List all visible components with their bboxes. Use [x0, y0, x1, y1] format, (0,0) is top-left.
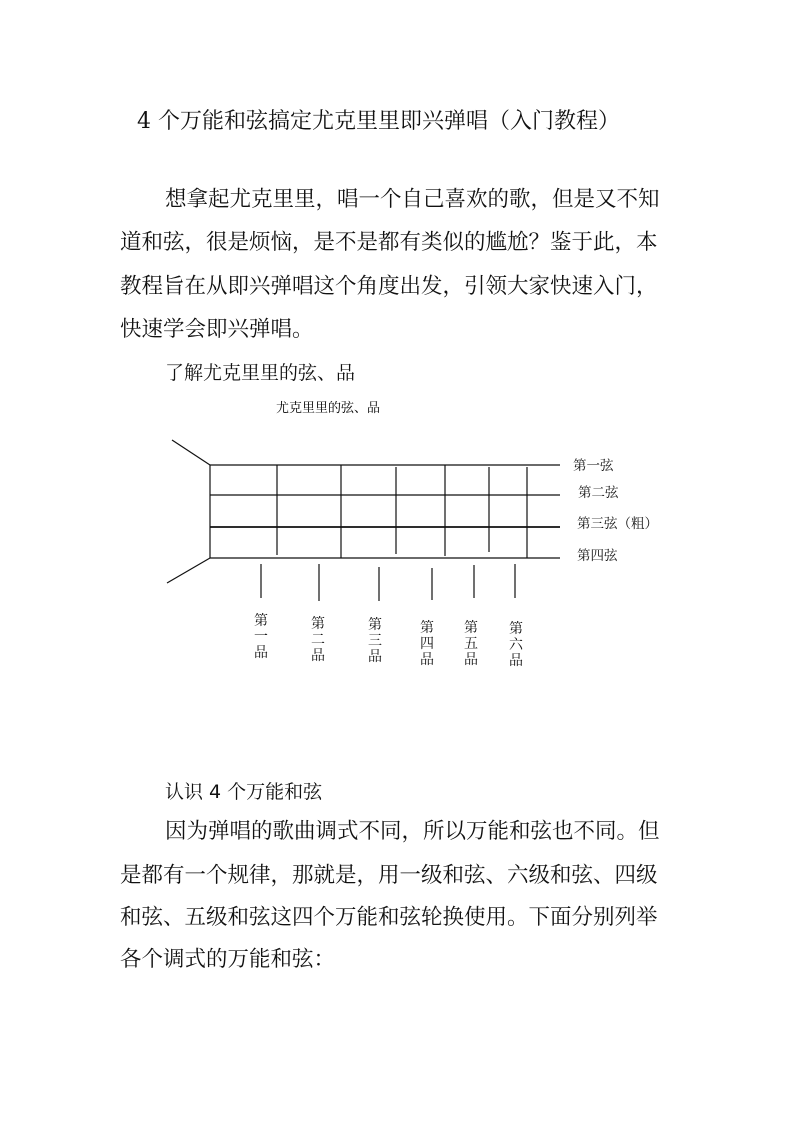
fret-label [254, 613, 268, 661]
chords-line: 因为弹唱的歌曲调式不同，所以万能和弦也不同。但 [165, 819, 660, 844]
section-heading-strings-frets: 了解尤克里里的弦、品 [165, 362, 356, 384]
intro-line: 道和弦，很是烦恼，是不是都有类似的尴尬？鉴于此，本 [120, 230, 658, 255]
fret-label-char: 第 [311, 616, 325, 632]
fret-label [464, 620, 478, 668]
intro-line: 教程旨在从即兴弹唱这个角度出发，引领大家快速入门， [120, 274, 658, 299]
string-label: 第二弦 [578, 485, 619, 501]
fret-label-char: 二 [311, 632, 325, 648]
fret-label [311, 616, 325, 664]
headstock-line [167, 558, 210, 583]
fret-label-char: 四 [420, 636, 434, 652]
intro-line: 想拿起尤克里里，唱一个自己喜欢的歌，但是又不知 [165, 187, 660, 212]
fret-label-char: 第 [368, 617, 382, 633]
headstock-line [172, 440, 210, 465]
chords-line: 和弦、五级和弦这四个万能和弦轮换使用。下面分别列举 [120, 905, 658, 930]
string-label: 第三弦（粗） [577, 516, 658, 532]
fret-label [420, 620, 434, 668]
fret-label-char: 五 [464, 636, 478, 652]
fret-label-char: 第 [254, 613, 268, 629]
fret-label-char: 三 [368, 633, 382, 649]
intro-line: 快速学会即兴弹唱。 [120, 317, 314, 342]
fretboard-lines [167, 440, 560, 601]
section-heading-chords: 认识 4 个万能和弦 [165, 781, 323, 803]
string-label: 第一弦 [573, 458, 614, 474]
fret-label-char: 品 [464, 652, 478, 668]
fret-label-char: 品 [509, 653, 523, 669]
chords-line: 是都有一个规律，那就是，用一级和弦、六级和弦、四级 [120, 863, 658, 888]
string-labels [573, 458, 658, 564]
chords-line: 各个调式的万能和弦： [120, 947, 336, 972]
document-title: 4 个万能和弦搞定尤克里里即兴弹唱（入门教程） [137, 109, 620, 134]
fret-label-char: 品 [254, 645, 268, 661]
fret-labels [254, 613, 524, 669]
fret-label-char: 品 [420, 652, 434, 668]
fret-label-char: 第 [420, 620, 434, 636]
fret-label-char: 品 [311, 648, 325, 664]
fret-label-char: 第 [509, 621, 523, 637]
fret-label [509, 621, 524, 669]
fret-label-char: 一 [254, 629, 268, 645]
string-label: 第四弦 [577, 548, 618, 564]
fret-label-char: 品 [368, 649, 382, 665]
diagram-title: 尤克里里的弦、品 [276, 401, 381, 416]
fret-label [368, 617, 382, 665]
fret-label-char: 六 [509, 637, 523, 653]
fret-label-char: 第 [464, 620, 478, 636]
